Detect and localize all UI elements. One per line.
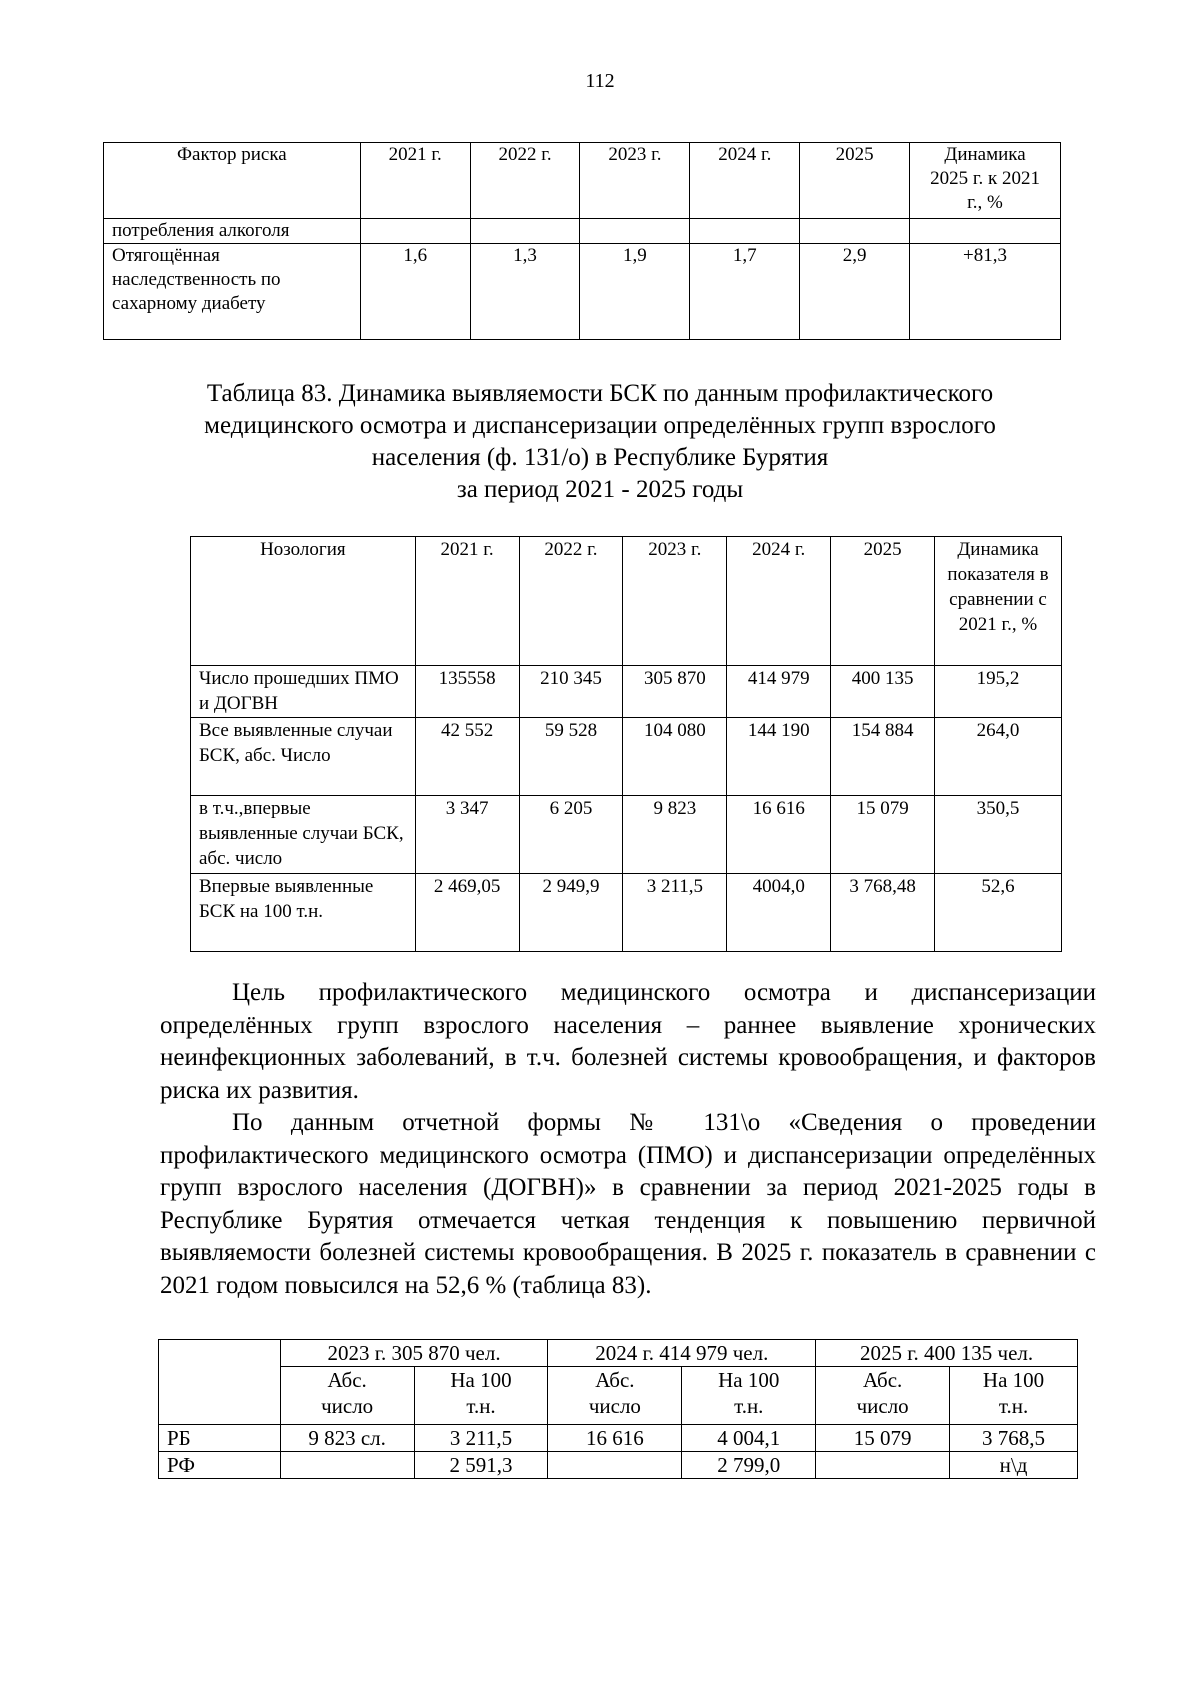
caption-line: медицинского осмотра и диспансеризации определённых групп взрослого <box>204 412 996 439</box>
table-cell: 3 768,5 <box>950 1425 1078 1452</box>
table-cell: 42 552 <box>415 718 519 796</box>
table-cell: 414 979 <box>727 666 831 718</box>
table-cell: 1,3 <box>470 244 580 340</box>
table-cell <box>690 219 800 244</box>
header-cell: 2022 г. <box>470 143 580 219</box>
table-cell: 2 949,9 <box>519 874 623 952</box>
table-cell: н\д <box>950 1452 1078 1479</box>
table-cell: 400 135 <box>831 666 935 718</box>
table-cell: 264,0 <box>935 718 1062 796</box>
table-row <box>191 874 1062 952</box>
table-header-row <box>191 537 1062 666</box>
table-cell <box>360 219 470 244</box>
caption-line: за период 2021 - 2025 годы <box>456 476 744 503</box>
table-cell: 2,9 <box>800 244 910 340</box>
table-cell: 15 079 <box>831 796 935 874</box>
table-cell: 195,2 <box>935 666 1062 718</box>
header-cell: Нозология <box>191 537 416 666</box>
table-cell <box>910 219 1061 244</box>
table-cell: 1,9 <box>580 244 690 340</box>
table-cell: 210 345 <box>519 666 623 718</box>
header-cell: Динамика 2025 г. к 2021 г., % <box>910 143 1061 219</box>
table-cell: 2 799,0 <box>682 1452 816 1479</box>
header-cell: Фактор риска <box>104 143 361 219</box>
paragraph: Цель профилактического медицинского осмотра и диспансеризации определённых групп взрослого населения – раннее выявление хронических неинфекционных заболеваний, в т.ч. болезней системы кровообращения, и факторов риска их развития. <box>160 979 1096 1104</box>
sub-header: На 100 т.н. <box>414 1367 548 1425</box>
table-cell: +81,3 <box>910 244 1061 340</box>
row-label: в т.ч.,впервые выявленные случаи БСК, абс. число <box>191 796 416 874</box>
table-subheader-row <box>159 1367 1078 1425</box>
table-cell: 104 080 <box>623 718 727 796</box>
header-cell: 2024 г. <box>690 143 800 219</box>
table-cell: 305 870 <box>623 666 727 718</box>
table-row <box>104 219 1061 244</box>
row-label: Отягощённая наследственность по сахарному диабету <box>104 244 361 340</box>
table-header-row <box>159 1340 1078 1367</box>
table-cell: 3 211,5 <box>414 1425 548 1452</box>
table-header-row <box>104 143 1061 219</box>
table-cell: 9 823 сл. <box>280 1425 414 1452</box>
table-caption <box>120 378 1080 506</box>
comparison-table <box>158 1339 1078 1479</box>
risk-factor-table <box>103 142 1061 340</box>
header-cell: 2025 <box>800 143 910 219</box>
table-row <box>191 796 1062 874</box>
table-cell: 2 591,3 <box>414 1452 548 1479</box>
table-cell: 52,6 <box>935 874 1062 952</box>
header-cell: 2021 г. <box>360 143 470 219</box>
table-cell: 9 823 <box>623 796 727 874</box>
sub-header: Абс. число <box>280 1367 414 1425</box>
header-cell: 2023 г. <box>623 537 727 666</box>
header-cell: 2021 г. <box>415 537 519 666</box>
table-cell: 144 190 <box>727 718 831 796</box>
header-cell: 2023 г. <box>580 143 690 219</box>
table-cell: 16 616 <box>727 796 831 874</box>
sub-header: Абс. число <box>816 1367 950 1425</box>
caption-line: населения (ф. 131/о) в Республике Бурятия <box>371 444 829 471</box>
row-label: РБ <box>159 1425 281 1452</box>
table-cell <box>548 1452 682 1479</box>
table-cell: 4 004,1 <box>682 1425 816 1452</box>
row-label: Впервые выявленные БСК на 100 т.н. <box>191 874 416 952</box>
paragraph: По данным отчетной формы № 131\о «Сведения о проведении профилактического медицинского осмотра (ПМО) и диспансеризации определённых групп взрослого населения (ДОГВН)» в сравнении за период 2021-2025 годы в Республике Бурятия отмечается четкая тенденция к повышению первичной выявляемости болезней системы кровообращения. В 2025 г. показатель в сравнении с 2021 годом повысился на 52,6 % (таблица 83). <box>160 1109 1096 1299</box>
table-cell: 3 211,5 <box>623 874 727 952</box>
table-cell <box>800 219 910 244</box>
page-number: 112 <box>585 70 615 92</box>
table-cell: 59 528 <box>519 718 623 796</box>
group-header: 2025 г. 400 135 чел. <box>816 1340 1078 1367</box>
table-cell: 6 205 <box>519 796 623 874</box>
sub-header: На 100 т.н. <box>950 1367 1078 1425</box>
header-cell: 2022 г. <box>519 537 623 666</box>
caption-line: Таблица 83. Динамика выявляемости БСК по данным профилактического <box>206 380 994 407</box>
table-cell <box>470 219 580 244</box>
table-cell: 16 616 <box>548 1425 682 1452</box>
corner-cell <box>159 1340 281 1425</box>
body-text <box>160 977 1096 1302</box>
row-label: Все выявленные случаи БСК, абс. Число <box>191 718 416 796</box>
row-label: Число прошедших ПМО и ДОГВН <box>191 666 416 718</box>
row-label: РФ <box>159 1452 281 1479</box>
table-row <box>159 1452 1078 1479</box>
sub-header: На 100 т.н. <box>682 1367 816 1425</box>
header-cell: Динамика показателя в сравнении с 2021 г., % <box>935 537 1062 666</box>
table-cell <box>580 219 690 244</box>
table-cell: 3 347 <box>415 796 519 874</box>
table-cell: 135558 <box>415 666 519 718</box>
group-header: 2023 г. 305 870 чел. <box>280 1340 548 1367</box>
table-cell: 3 768,48 <box>831 874 935 952</box>
row-label: потребления алкоголя <box>104 219 361 244</box>
table-cell <box>816 1452 950 1479</box>
table-cell <box>280 1452 414 1479</box>
table-row <box>159 1425 1078 1452</box>
table-cell: 350,5 <box>935 796 1062 874</box>
sub-header: Абс. число <box>548 1367 682 1425</box>
table-cell: 4004,0 <box>727 874 831 952</box>
header-cell: 2025 <box>831 537 935 666</box>
table-row <box>191 666 1062 718</box>
table-row <box>104 244 1061 340</box>
table-cell: 1,6 <box>360 244 470 340</box>
header-cell: 2024 г. <box>727 537 831 666</box>
table-cell: 2 469,05 <box>415 874 519 952</box>
table-cell: 154 884 <box>831 718 935 796</box>
group-header: 2024 г. 414 979 чел. <box>548 1340 816 1367</box>
table-cell: 15 079 <box>816 1425 950 1452</box>
table-row <box>191 718 1062 796</box>
table-cell: 1,7 <box>690 244 800 340</box>
table-83 <box>190 536 1062 952</box>
